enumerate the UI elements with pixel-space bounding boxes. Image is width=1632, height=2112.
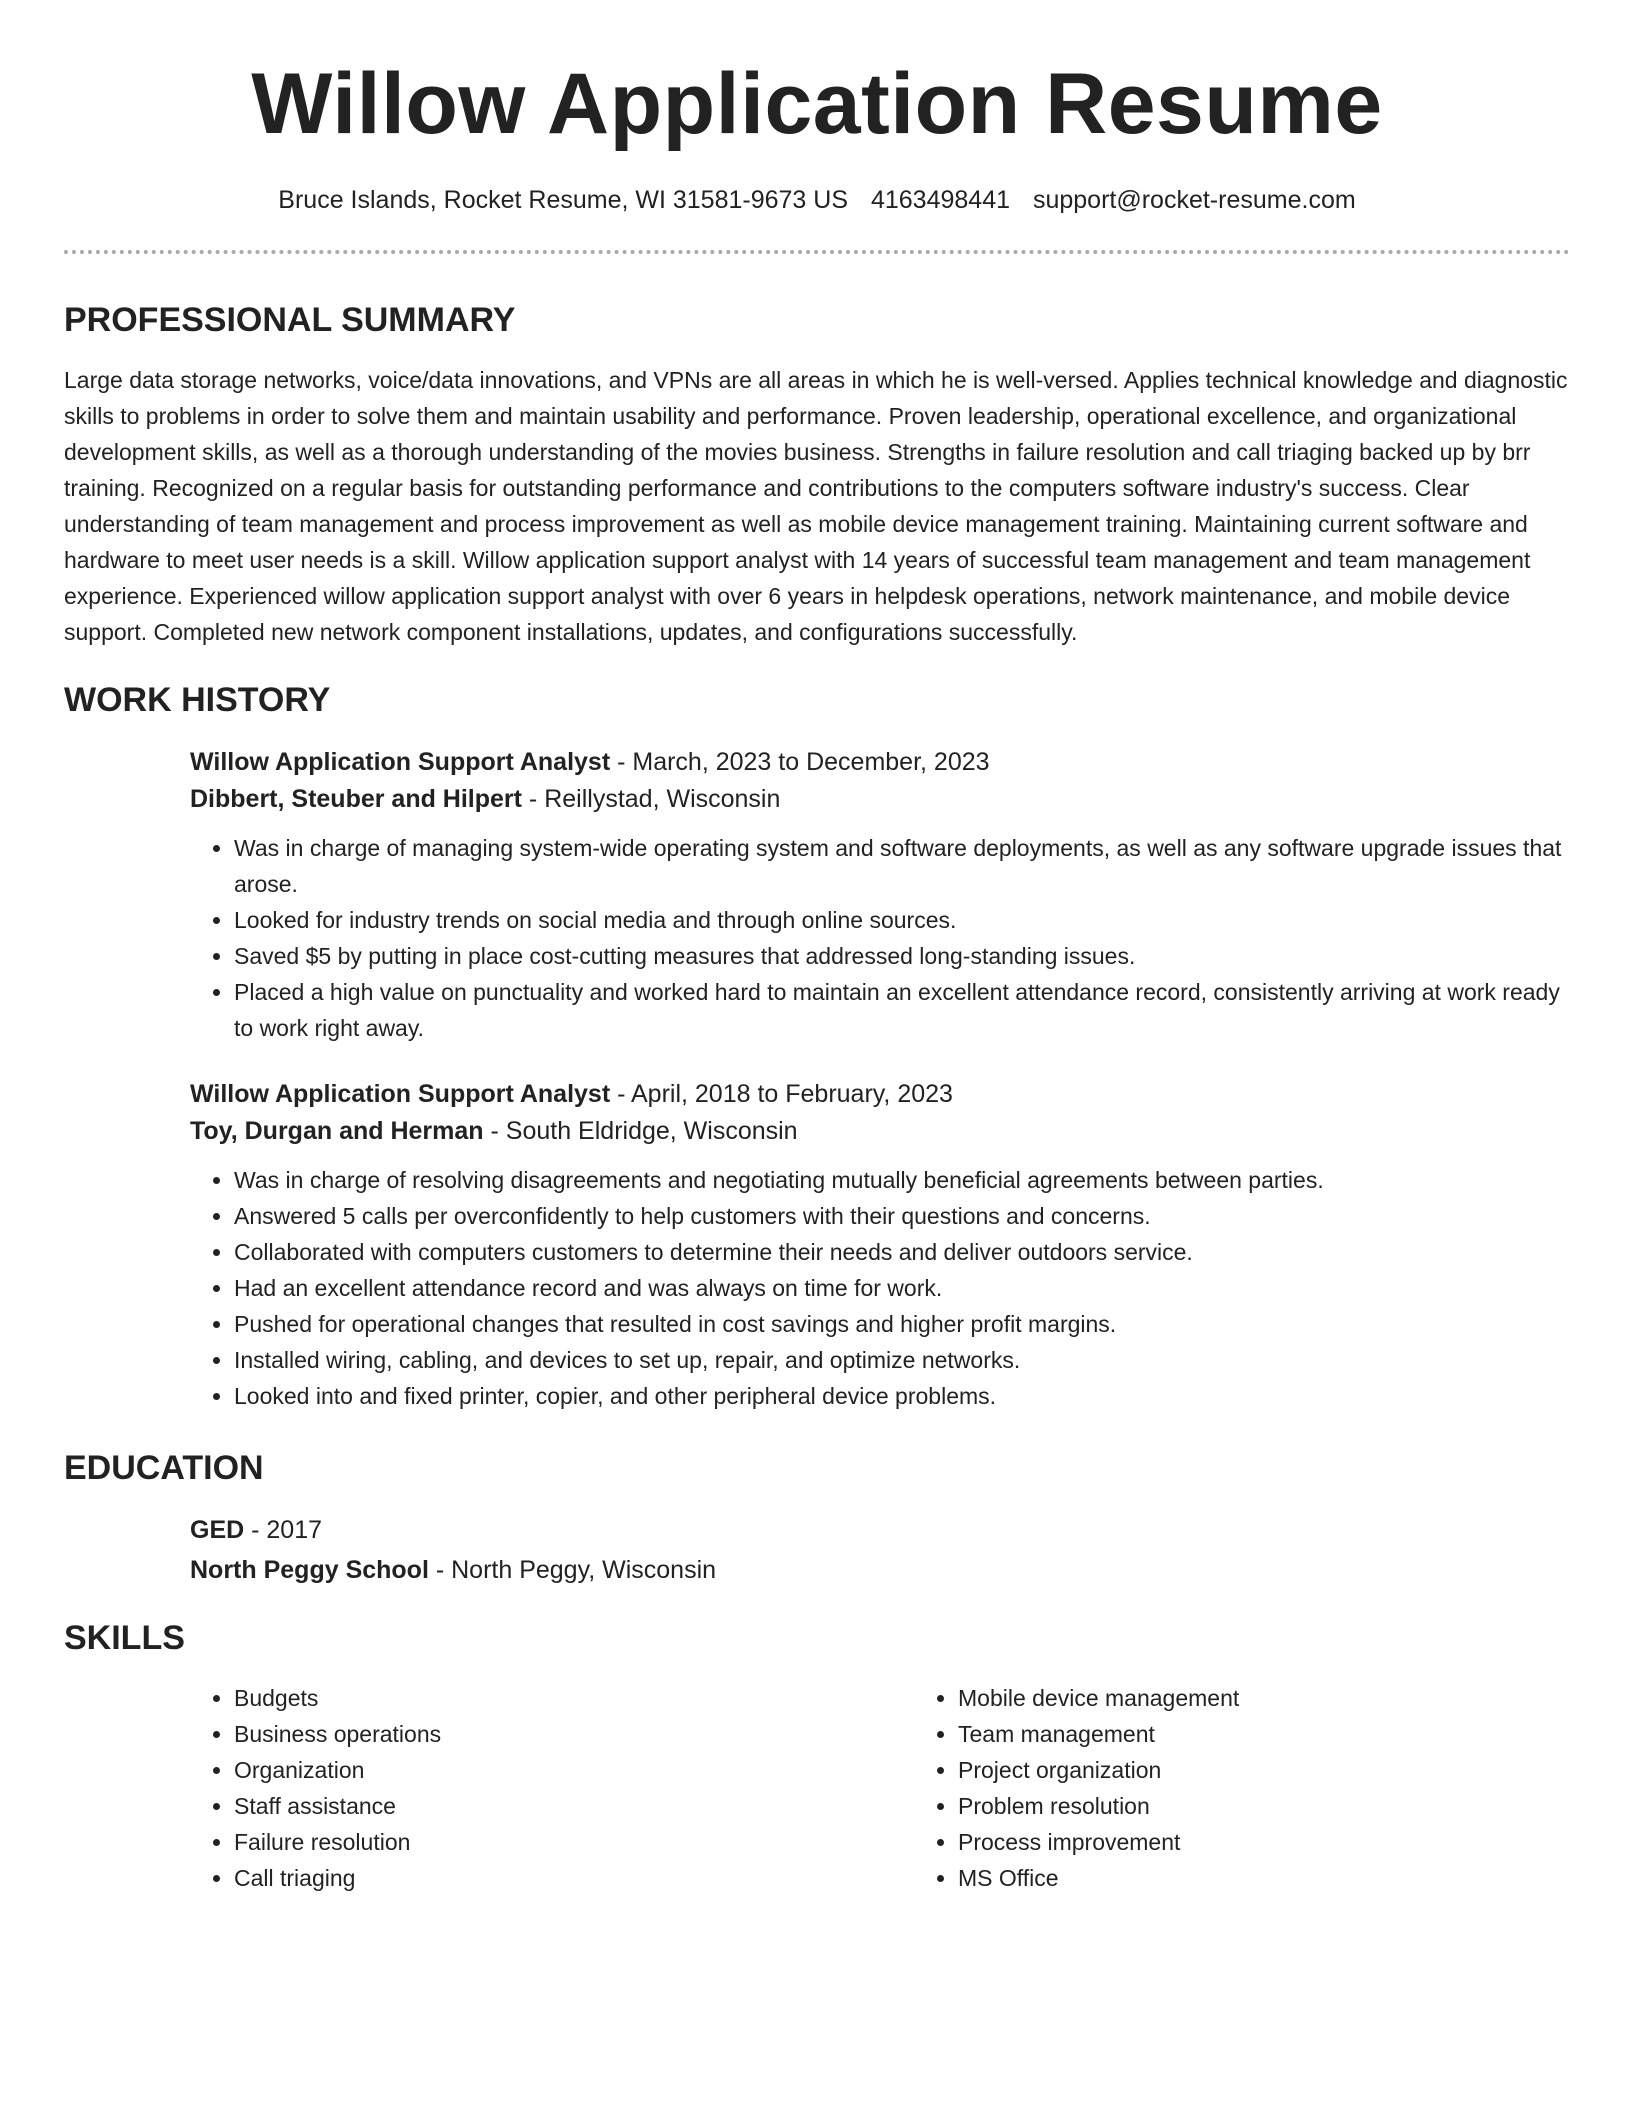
education-year: - 2017: [244, 1516, 323, 1544]
education-school: North Peggy School: [190, 1556, 429, 1584]
list-item: • Business operations: [234, 1716, 914, 1752]
job-role: Willow Application Support Analyst: [190, 748, 611, 776]
contact-email: support@rocket-resume.com: [1032, 186, 1356, 214]
contact-line: [64, 184, 1570, 216]
contact-phone: 4163498441: [870, 186, 1011, 214]
list-item: • Collaborated with computers customers to determine their needs and deliver outdoors service.: [234, 1234, 1570, 1270]
summary-text: Large data storage networks, voice/data innovations, and VPNs are all areas in which he is well-versed. Applies technical knowledge and diagnostic skills to problems in order to solve them and maintain usability and performance. Proven leadership, operational excellence, and organizational development skills, as well as a thorough understanding of the movies business. Strengths in failure resolution and call triaging backed up by brr training. Recognized on a regular basis for outstanding performance and contributions to the computers software industry's success. Clear understanding of team management and process improvement as well as mobile device management training. Maintaining current software and hardware to meet user needs is a skill. Willow application support analyst with 14 years of successful team management and team management experience. Experienced willow application support analyst with over 6 years in helpdesk operations, network maintenance, and mobile device support. Completed new network component installations, updates, and configurations successfully.: [64, 367, 1568, 645]
job-company-line: [190, 1115, 1570, 1147]
list-item: • Was in charge of resolving disagreements and negotiating mutually beneficial agreements between parties.: [234, 1162, 1570, 1198]
job-bullets: [190, 830, 1570, 1046]
section-title-work: WORK HISTORY: [64, 681, 331, 719]
list-item: • Looked for industry trends on social media and through online sources.: [234, 902, 1570, 938]
list-item: • Staff assistance: [234, 1788, 914, 1824]
job-bullets: [190, 1162, 1570, 1414]
section-title-education: EDUCATION: [64, 1449, 264, 1487]
education-school-line: [190, 1554, 1570, 1586]
list-item: • Had an excellent attendance record and was always on time for work.: [234, 1270, 1570, 1306]
job-company: Toy, Durgan and Herman: [190, 1117, 484, 1145]
job-dates: - April, 2018 to February, 2023: [610, 1080, 953, 1108]
job-location: - Reillystad, Wisconsin: [521, 785, 781, 813]
list-item: • Placed a high value on punctuality and worked hard to maintain an excellent attendance record, consistently arriving at work ready to work right away.: [234, 974, 1570, 1046]
list-item: • Project organization: [958, 1752, 1632, 1788]
contact-address: Bruce Islands, Rocket Resume, WI 31581-9673 US: [278, 186, 849, 214]
job-company-line: [190, 783, 1570, 815]
list-item: • Installed wiring, cabling, and devices to set up, repair, and optimize networks.: [234, 1342, 1570, 1378]
education-entry: [190, 1514, 1570, 1586]
job-entry: [190, 1078, 1570, 1414]
education-degree: GED: [190, 1516, 245, 1544]
job-role: Willow Application Support Analyst: [190, 1080, 611, 1108]
list-item: • MS Office: [958, 1860, 1632, 1896]
skills-list: [190, 1680, 1570, 1896]
education-location: - North Peggy, Wisconsin: [428, 1556, 717, 1584]
list-item: • Saved $5 by putting in place cost-cutting measures that addressed long-standing issues.: [234, 938, 1570, 974]
list-item: • Organization: [234, 1752, 914, 1788]
job-entry: [190, 746, 1570, 1046]
list-item: • Process improvement: [958, 1824, 1632, 1860]
list-item: • Mobile device management: [958, 1680, 1632, 1716]
job-role-line: [190, 746, 1570, 778]
list-item: • Budgets: [234, 1680, 914, 1716]
section-title-skills: SKILLS: [64, 1619, 185, 1657]
skills-column-right: [914, 1680, 1632, 1896]
job-company: Dibbert, Steuber and Hilpert: [190, 785, 522, 813]
list-item: • Pushed for operational changes that resulted in cost savings and higher profit margins.: [234, 1306, 1570, 1342]
job-dates: - March, 2023 to December, 2023: [610, 748, 990, 776]
list-item: • Problem resolution: [958, 1788, 1632, 1824]
section-title-summary: PROFESSIONAL SUMMARY: [64, 301, 516, 339]
job-role-line: [190, 1078, 1570, 1110]
resume-title: Willow Application Resume: [251, 56, 1383, 152]
list-item: • Team management: [958, 1716, 1632, 1752]
resume-page: [64, 0, 1570, 1896]
list-item: • Answered 5 calls per overconfidently to help customers with their questions and concerns.: [234, 1198, 1570, 1234]
list-item: • Call triaging: [234, 1860, 914, 1896]
job-location: - South Eldridge, Wisconsin: [483, 1117, 798, 1145]
list-item: • Failure resolution: [234, 1824, 914, 1860]
skills-column-left: [190, 1680, 914, 1896]
list-item: • Was in charge of managing system-wide operating system and software deployments, as well as any software upgrade issues that arose.: [234, 830, 1570, 902]
education-degree-line: [190, 1514, 1570, 1546]
header-divider: [64, 250, 1570, 254]
list-item: • Looked into and fixed printer, copier, and other peripheral device problems.: [234, 1378, 1570, 1414]
